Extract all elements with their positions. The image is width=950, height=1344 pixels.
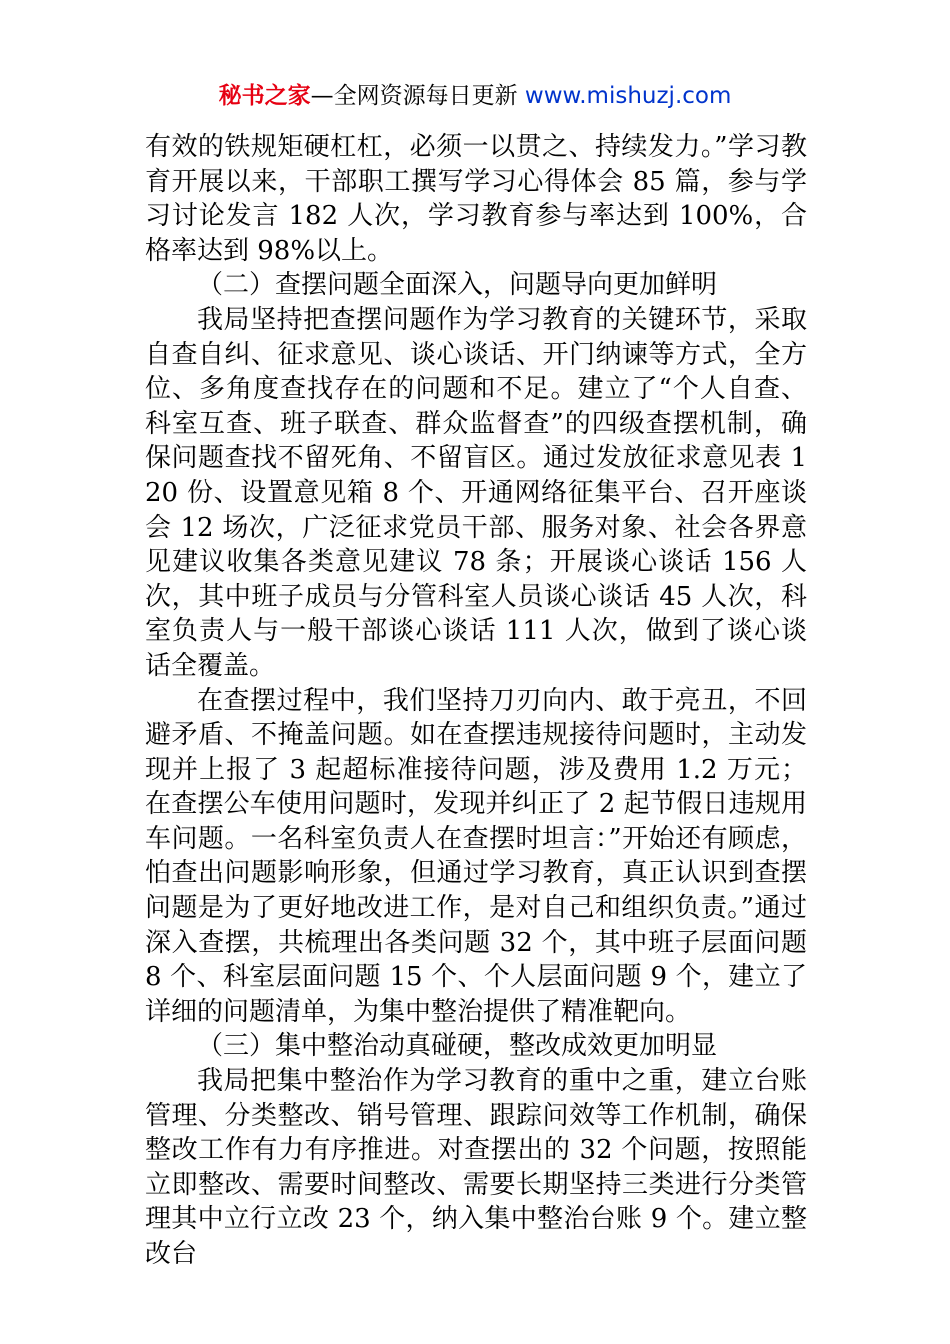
document-body bbox=[145, 130, 807, 1272]
paragraph: 在查摆过程中，我们坚持刀刃向内、敢于亮丑，不回避矛盾、不掩盖问题。如在查摆违规接待问题时，主动发现并上报了 3 起超标准接待问题，涉及费用 1.2 万元；在查摆公车使用问题时，发现并纠正了 2 起节假日违规用车问题。一名科室负责人在查摆时坦言：”开始还有顾虑，怕查出问题影响形象，但通过学习教育，真正认识到查摆问题是为了更好地改进工作，是对自己和组织负责。”通过深入查摆，共梳理出各类问题 32 个，其中班子层面问题 8 个、科室层面问题 15 个、个人层面问题 9 个，建立了详细的问题清单，为集中整治提供了精准靶向。 bbox=[145, 685, 807, 1027]
paragraph-continued: 有效的铁规矩硬杠杠，必须一以贯之、持续发力。”学习教育开展以来，干部职工撰写学习心得体会 85 篇，参与学习讨论发言 182 人次，学习教育参与率达到 100%，合格率达到 98%以上。 bbox=[145, 132, 807, 266]
site-url-link[interactable]: www.mishuzj.com bbox=[524, 83, 732, 109]
section-heading-3: （三）集中整治动真碰硬，整改成效更加明显 bbox=[197, 1031, 718, 1062]
site-header bbox=[0, 80, 950, 112]
section-heading-2: （二）查摆问题全面深入，问题导向更加鲜明 bbox=[197, 270, 718, 301]
brand-name: 秘书之家 bbox=[218, 83, 311, 109]
header-tagline: —全网资源每日更新 bbox=[310, 83, 525, 109]
paragraph: 我局把集中整治作为学习教育的重中之重，建立台账管理、分类整改、销号管理、跟踪问效等工作机制，确保整改工作有力有序推进。对查摆出的 32 个问题，按照能立即整改、需要时间整改、需要长期坚持三类进行分类管理其中立行立改 23 个，纳入集中整治台账 9 个。建立整改台 bbox=[145, 1066, 807, 1269]
paragraph: 我局坚持把查摆问题作为学习教育的关键环节，采取自查自纠、征求意见、谈心谈话、开门纳谏等方式，全方位、多角度查找存在的问题和不足。建立了“个人自查、科室互查、班子联查、群众监督查”的四级查摆机制，确保问题查找不留死角、不留盲区。通过发放征求意见表 120 份、设置意见箱 8 个、开通网络征集平台、召开座谈会 12 场次，广泛征求党员干部、服务对象、社会各界意见建议收集各类意见建议 78 条；开展谈心谈话 156 人次，其中班子成员与分管科室人员谈心谈话 45 人次，科室负责人与一般干部谈心谈话 111 人次，做到了谈心谈话全覆盖。 bbox=[145, 304, 807, 681]
